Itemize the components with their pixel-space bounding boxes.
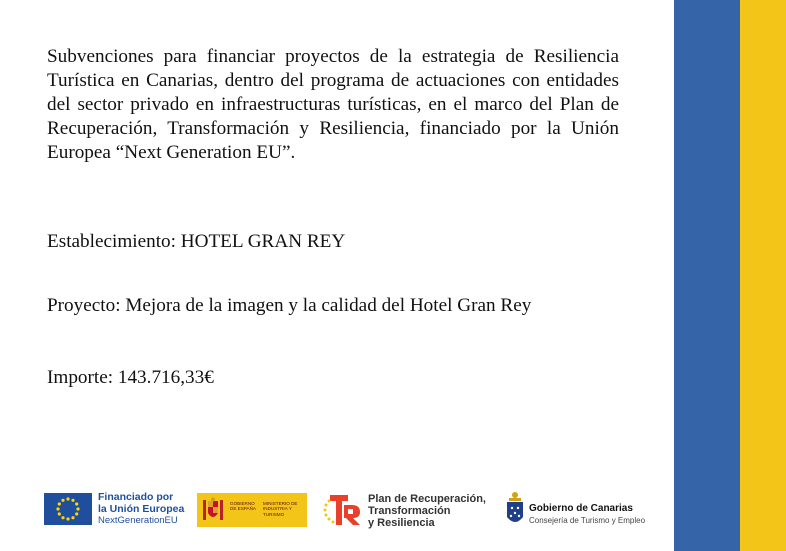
canarias-line2: Consejería de Turismo y Empleo (529, 516, 646, 525)
funding-logos-footer (0, 485, 674, 545)
tr-logo-icon (322, 491, 364, 529)
intro-block (47, 45, 619, 165)
canarias-line1: Gobierno de Canarias (529, 503, 633, 514)
ministerio-logo (197, 493, 307, 527)
ministerio-text: MINISTERIO DE INDUSTRIA Y TURISMO (263, 501, 298, 517)
blue-stripe (674, 0, 740, 551)
gobierno-espana-text: GOBIERNO DE ESPAÑA (230, 501, 256, 512)
eu-line2: la Unión Europea (98, 503, 185, 515)
yellow-stripe (740, 0, 786, 551)
plan-line2: Transformación (368, 505, 451, 517)
eu-line3: NextGenerationEU (98, 515, 178, 526)
eu-flag-icon (44, 493, 92, 525)
establecimiento-line: Establecimiento: HOTEL GRAN REY (47, 231, 346, 252)
plan-recuperacion-text (368, 493, 486, 529)
gobierno-canarias-text (529, 503, 645, 527)
spain-coat-of-arms-icon (201, 497, 225, 523)
proyecto-line: Proyecto: Mejora de la imagen y la calidad del Hotel Gran Rey (47, 295, 532, 316)
canarias-shield-icon (505, 491, 525, 531)
importe-line: Importe: 143.716,33€ (47, 367, 214, 388)
eu-line1: Financiado por (98, 491, 174, 503)
intro-paragraph: Subvenciones para financiar proyectos de la estrategia de Resiliencia Turística en Canarias, dentro del programa de actuaciones con entidades del sector privado en infraestructuras turísticas, en el marco del Plan de Recuperación, Transformación y Resiliencia, financiado por la Unión Europea “Next Generation EU”. (47, 46, 619, 163)
plan-line3: y Resiliencia (368, 517, 435, 529)
eu-funding-text (98, 491, 184, 527)
plan-line1: Plan de Recuperación, (368, 493, 486, 505)
